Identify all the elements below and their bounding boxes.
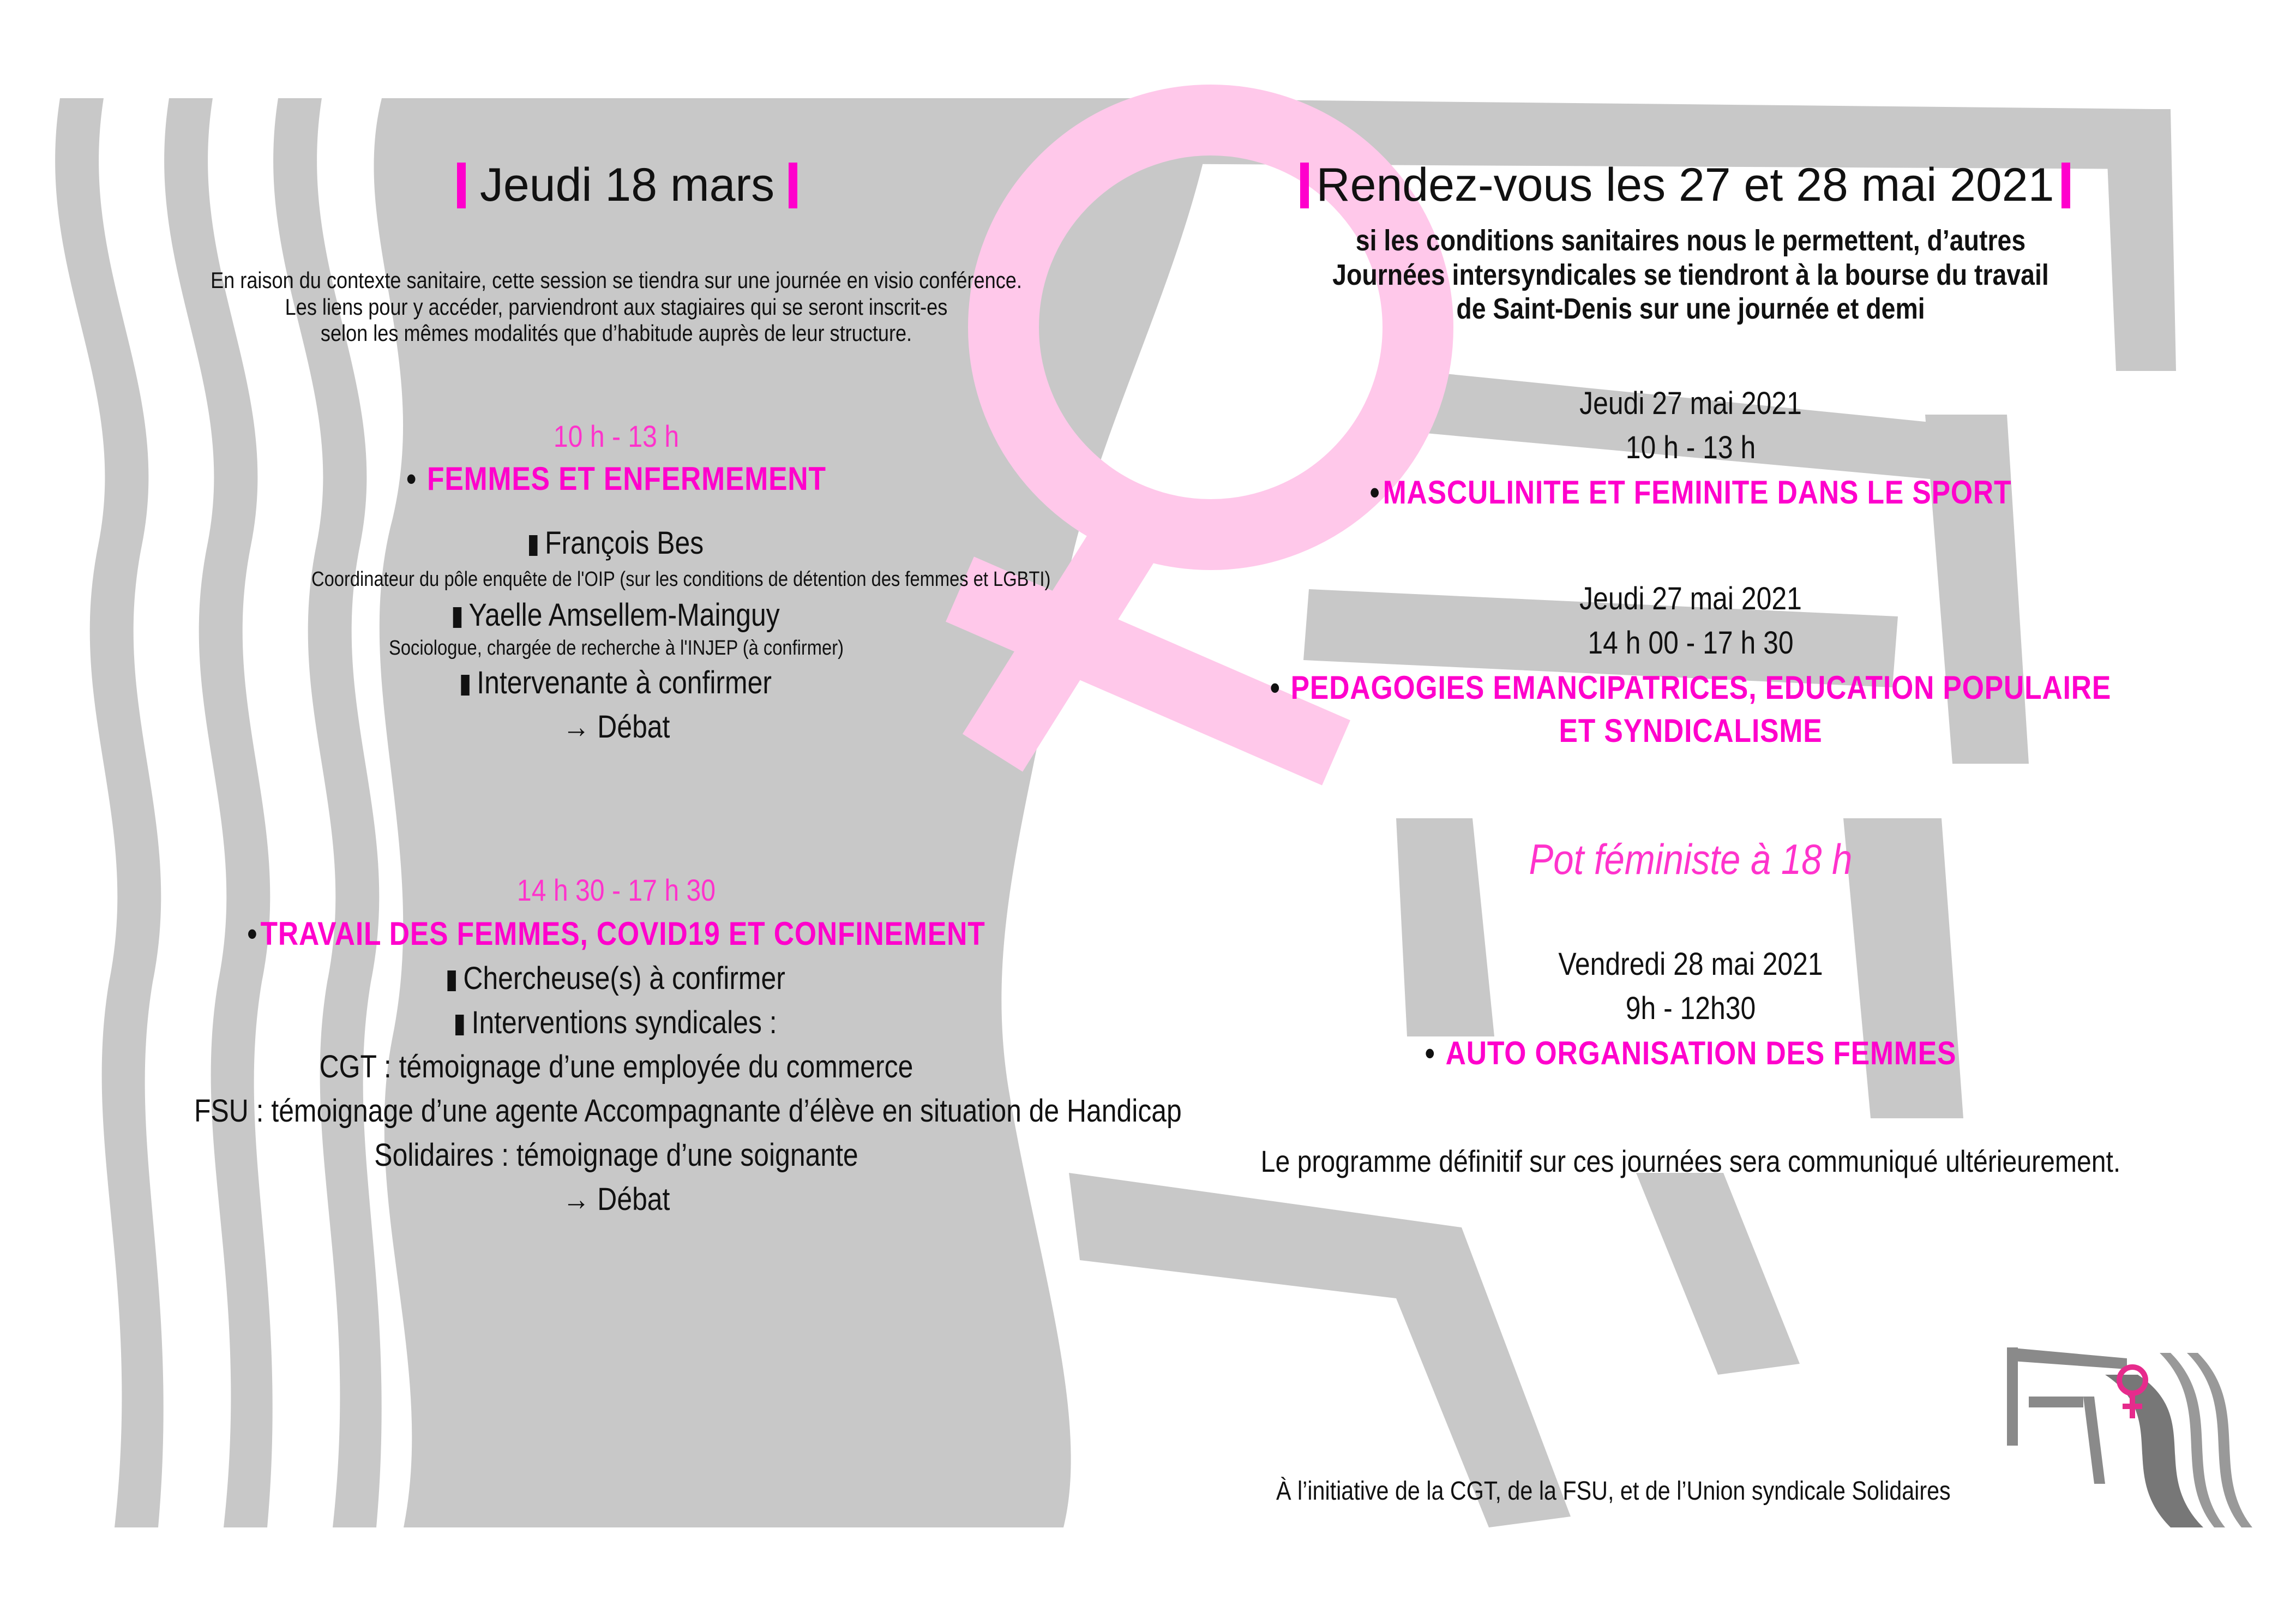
- right-session3: [1200, 946, 2181, 1072]
- bullet-icon: •: [247, 915, 258, 952]
- square-bullet-icon: [453, 607, 461, 628]
- left-session1: [262, 419, 1051, 745]
- session-title-text: AUTO ORGANISATION DES FEMMES: [1445, 1035, 1957, 1071]
- pink-bar-icon: [1300, 163, 1309, 208]
- intro-line: Les liens pour y accéder, parviendront aux stagiaires qui se seront inscrit-es: [285, 293, 948, 320]
- session-date: Jeudi 27 mai 2021: [1579, 581, 1802, 616]
- right-title-text: Rendez-vous les 27 et 28 mai 2021: [1316, 159, 2054, 211]
- pot-feministe: [1309, 835, 2072, 884]
- bullet-icon: •: [406, 460, 417, 497]
- session-title-text: TRAVAIL DES FEMMES, COVID19 ET CONFINEMENT: [260, 915, 985, 952]
- square-bullet-icon: [447, 970, 455, 991]
- intro-line: de Saint-Denis sur une journée et demi: [1456, 292, 1925, 326]
- session-title: [1269, 474, 2113, 511]
- footer-credit: [1276, 1476, 2018, 1506]
- session-date: Vendredi 28 mai 2021: [1558, 946, 1823, 982]
- left-intro: [44, 267, 1189, 347]
- left-title-text: Jeudi 18 mars: [479, 159, 775, 211]
- list-item-text: Interventions syndicales :: [471, 1004, 777, 1040]
- geometric-stroke-8: [1636, 1173, 1800, 1375]
- pot-text: Pot féministe à 18 h: [1529, 835, 1853, 883]
- bullet-icon: •: [1369, 474, 1380, 511]
- session-title: [194, 915, 1038, 952]
- final-note: [1173, 1143, 2209, 1179]
- left-session2: [125, 873, 1182, 1218]
- session-title: [1269, 1034, 2113, 1072]
- debate-label: → Débat: [562, 1181, 670, 1217]
- session-time: 14 h 00 - 17 h 30: [1588, 625, 1794, 661]
- square-bullet-icon: [529, 535, 537, 556]
- union-testimony: Solidaires : témoignage d’une soignante: [374, 1137, 858, 1173]
- speaker-name: François Bes: [545, 525, 704, 561]
- session-title-text: ET SYNDICALISME: [1559, 712, 1823, 749]
- footer-credit-text: À l’initiative de la CGT, de la FSU, et de l’Union syndicale Solidaires: [1276, 1477, 1951, 1506]
- debate-label: → Débat: [562, 709, 670, 745]
- speaker: [311, 525, 921, 561]
- session-time: 10 h - 13 h: [553, 419, 680, 453]
- union-testimony: FSU : témoignage d’une agente Accompagnante d’élève en situation de Handicap: [194, 1093, 1182, 1129]
- pink-bar-icon: [457, 163, 466, 208]
- speaker-role: Coordinateur du pôle enquête de l'OIP (sur les conditions de détention des femmes et LGBTI): [311, 567, 1051, 591]
- speaker-role: Sociologue, chargée de recherche à l'INJEP (à confirmer): [389, 636, 844, 660]
- intro-line: selon les mêmes modalités que d’habitude auprès de leur structure.: [320, 320, 912, 346]
- pink-bar-icon: [789, 163, 797, 208]
- right-intro: [1173, 224, 2209, 326]
- session-time: 10 h - 13 h: [1625, 430, 1756, 465]
- right-title: [1222, 159, 2149, 211]
- list-item-text: Chercheuse(s) à confirmer: [463, 960, 785, 996]
- session-time: 14 h 30 - 17 h 30: [516, 873, 716, 907]
- session-title: [1269, 669, 2113, 706]
- list-item: [194, 1004, 1038, 1041]
- union-logo: [2007, 1347, 2252, 1527]
- session-title: [311, 460, 921, 498]
- list-item: [194, 960, 1038, 997]
- geometric-stroke-7: [1069, 1173, 1571, 1527]
- intro-line: si les conditions sanitaires nous le permettent, d’autres: [1355, 224, 2026, 257]
- intro-line: Journées intersyndicales se tiendront à la bourse du travail: [1332, 258, 2049, 291]
- right-session1: [1200, 385, 2181, 511]
- pink-bar-icon: [2061, 163, 2070, 208]
- speaker: [311, 597, 921, 633]
- union-testimony: CGT : témoignage d’une employée du commerce: [319, 1048, 913, 1084]
- intro-line: En raison du contexte sanitaire, cette session se tiendra sur une journée en visio conférence.: [211, 267, 1022, 293]
- speaker-name: Intervenante à confirmer: [477, 664, 772, 700]
- bullet-icon: •: [1270, 669, 1281, 706]
- session-time: 9h - 12h30: [1625, 991, 1756, 1026]
- speaker-name: Yaelle Amsellem-Mainguy: [468, 597, 780, 633]
- session-title-text: MASCULINITE ET FEMINITE DANS LE SPORT: [1383, 474, 2012, 511]
- final-note-text: Le programme définitif sur ces journées sera communiqué ultérieurement.: [1260, 1144, 2121, 1178]
- square-bullet-icon: [461, 675, 469, 696]
- left-title: [382, 159, 873, 211]
- speaker: [311, 664, 921, 701]
- session-title-text: FEMMES ET ENFERMEMENT: [426, 460, 826, 497]
- session-title-text: PEDAGOGIES EMANCIPATRICES, EDUCATION POPULAIRE: [1290, 669, 2112, 706]
- right-session2: [1200, 580, 2181, 750]
- bullet-icon: •: [1425, 1035, 1435, 1071]
- session-date: Jeudi 27 mai 2021: [1579, 386, 1802, 421]
- square-bullet-icon: [455, 1015, 464, 1035]
